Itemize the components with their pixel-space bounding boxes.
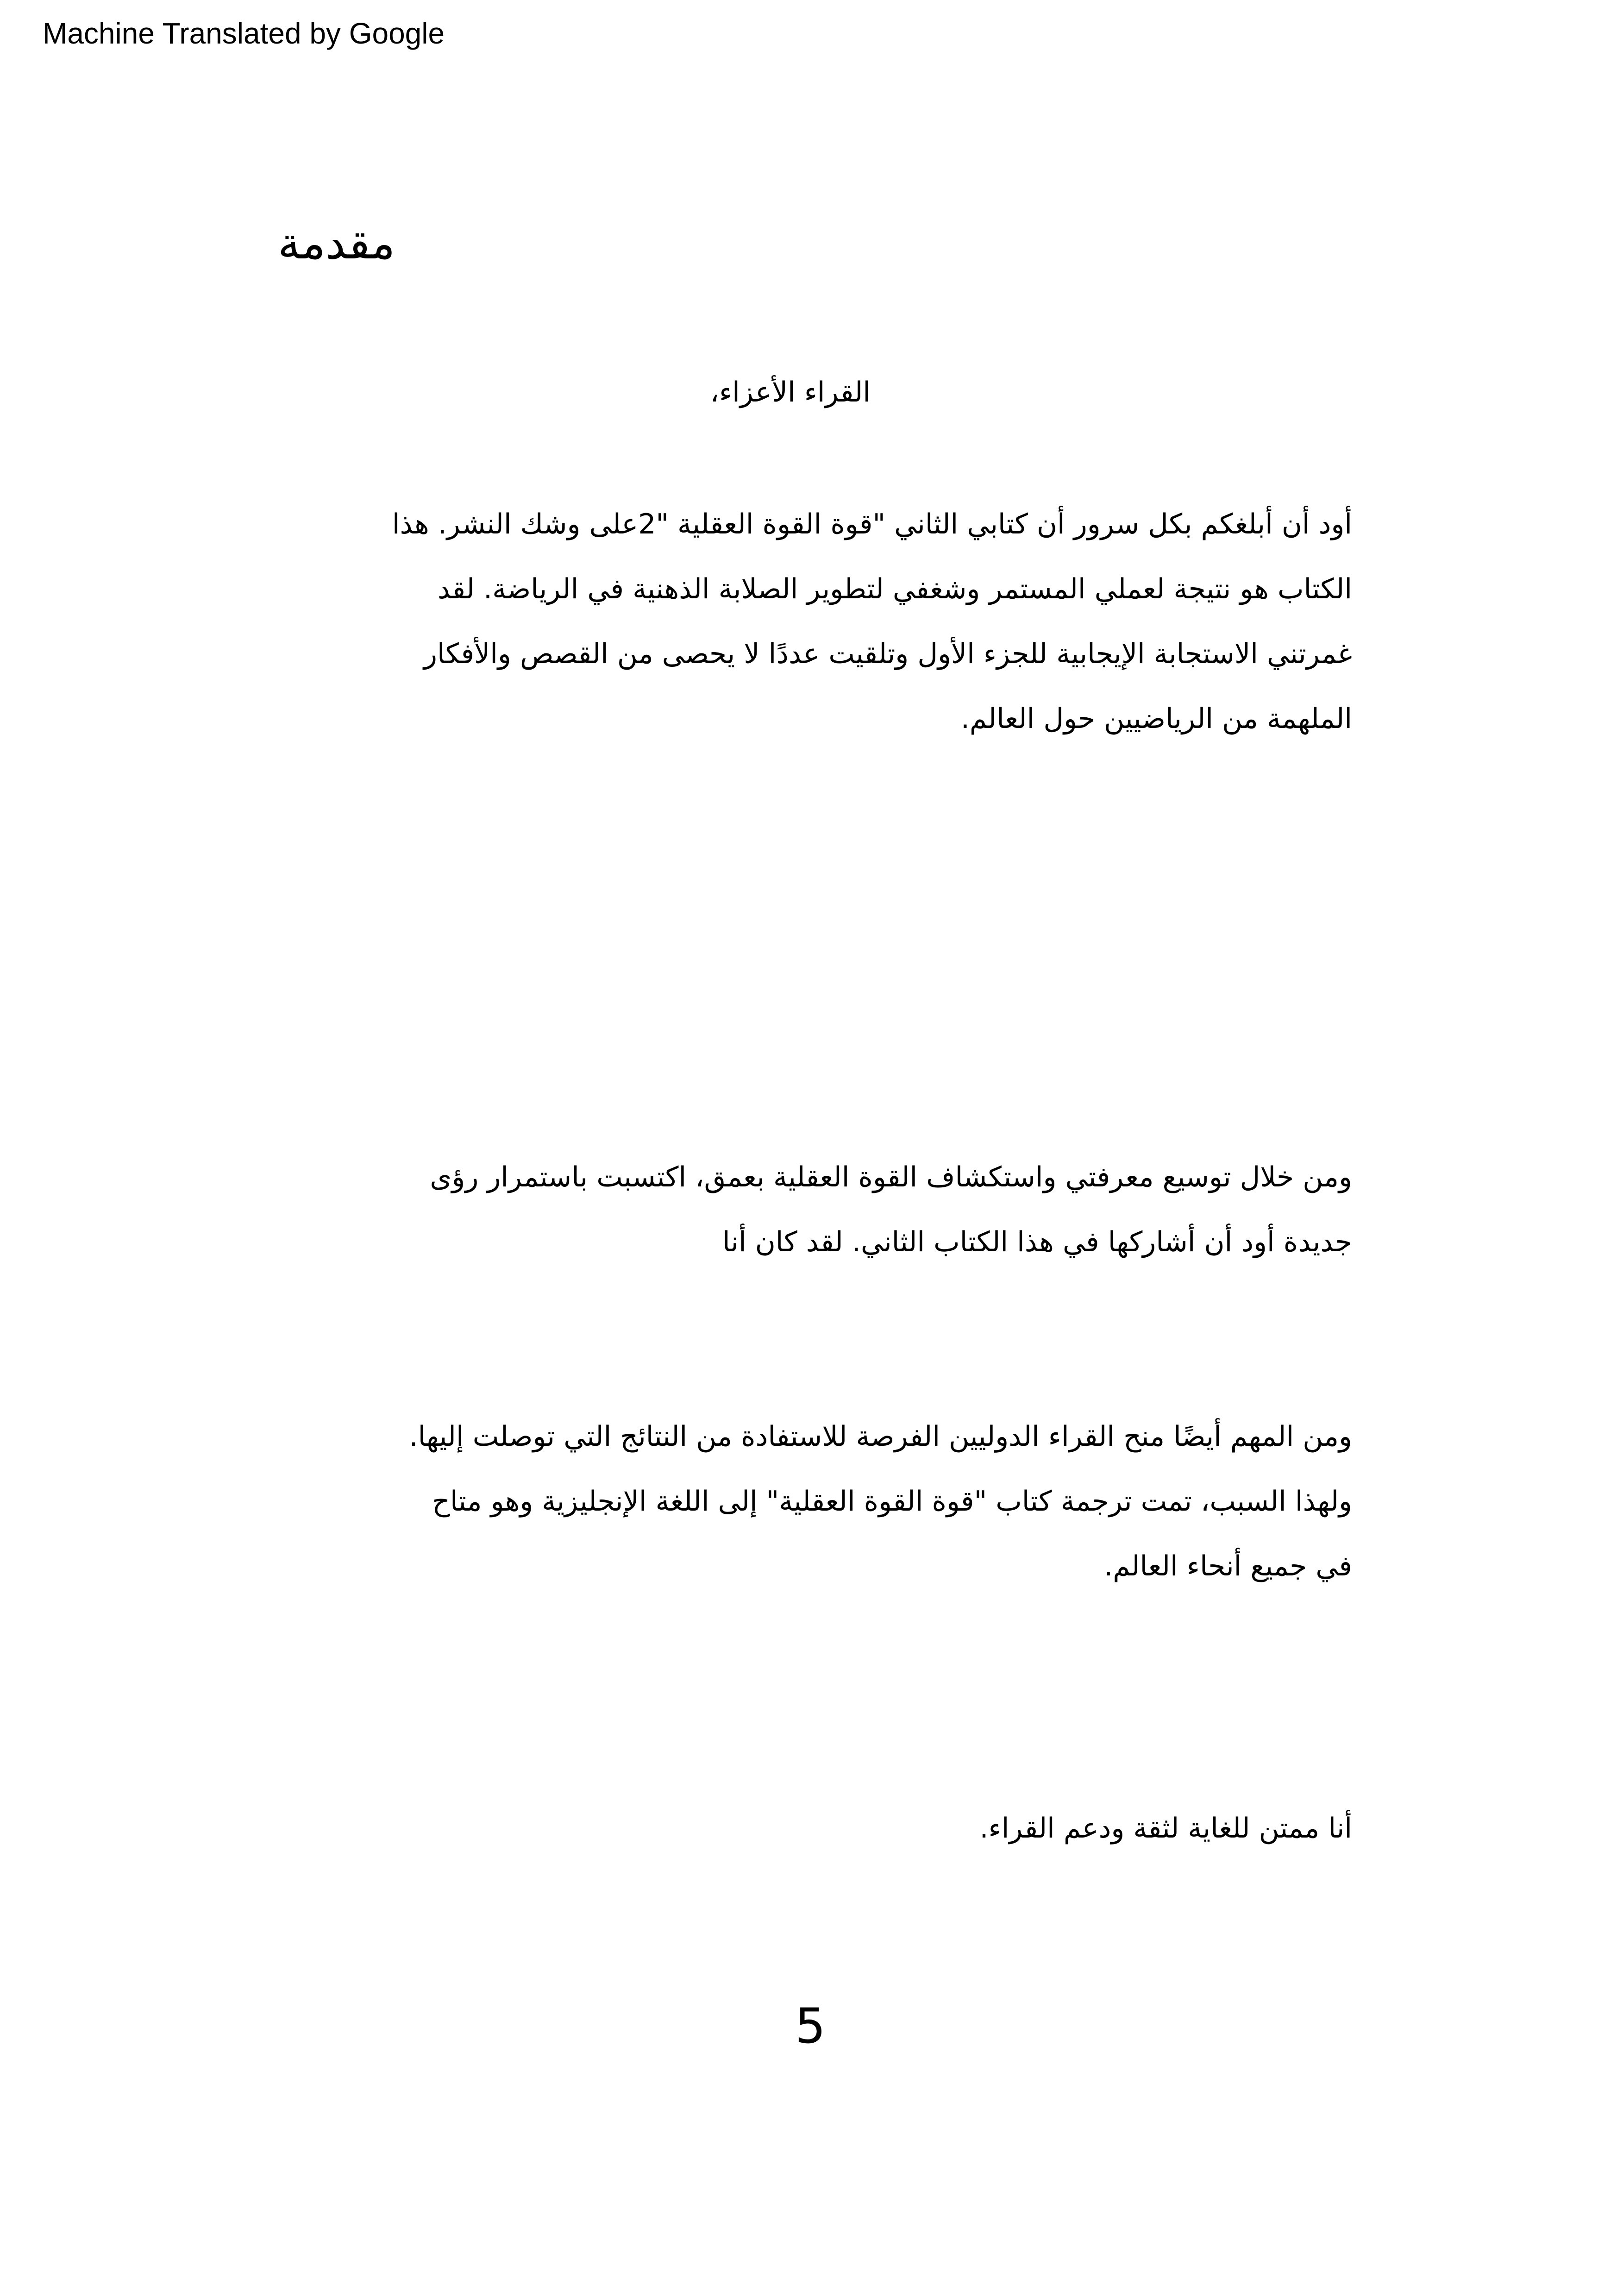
paragraph-line: الملهمة من الرياضيين حول العالم. — [960, 703, 1352, 735]
paragraph-line: ولهذا السبب، تمت ترجمة كتاب "قوة القوة العقلية" إلى اللغة الإنجليزية وهو متاح — [432, 1485, 1352, 1518]
paragraph-gratitude — [278, 1796, 1352, 1861]
machine-translation-banner: Machine Translated by Google — [43, 17, 445, 50]
paragraph-line: أنا ممتن للغاية لثقة ودعم القراء. — [979, 1812, 1352, 1844]
page-number: 5 — [795, 1998, 826, 2054]
page-title: مقدمة — [278, 217, 395, 269]
paragraph-new-insights — [278, 1145, 1352, 1274]
paragraph-line: جديدة أود أن أشاركها في هذا الكتاب الثاني. لقد كان أنا — [722, 1226, 1352, 1258]
paragraph-line: ومن المهم أيضًا منح القراء الدوليين الفرصة للاستفادة من النتائج التي توصلت إليها. — [409, 1420, 1352, 1453]
paragraph-line: أود أن أبلغكم بكل سرور أن كتابي الثاني "قوة القوة العقلية "2على وشك النشر. هذا — [392, 508, 1352, 540]
paragraph-publication-announcement — [278, 492, 1352, 751]
paragraph-international-readers — [278, 1404, 1352, 1599]
paragraph-line: الكتاب هو نتيجة لعملي المستمر وشغفي لتطوير الصلابة الذهنية في الرياضة. لقد — [437, 573, 1352, 605]
paragraph-line: غمرتني الاستجابة الإيجابية للجزء الأول وتلقيت عددًا لا يحصى من القصص والأفكار — [423, 638, 1352, 670]
paragraph-line: ومن خلال توسيع معرفتي واستكشاف القوة العقلية بعمق، اكتسبت باستمرار رؤى — [430, 1161, 1352, 1193]
salutation: القراء الأعزاء، — [710, 376, 871, 408]
paragraph-line: في جميع أنحاء العالم. — [1104, 1550, 1352, 1582]
